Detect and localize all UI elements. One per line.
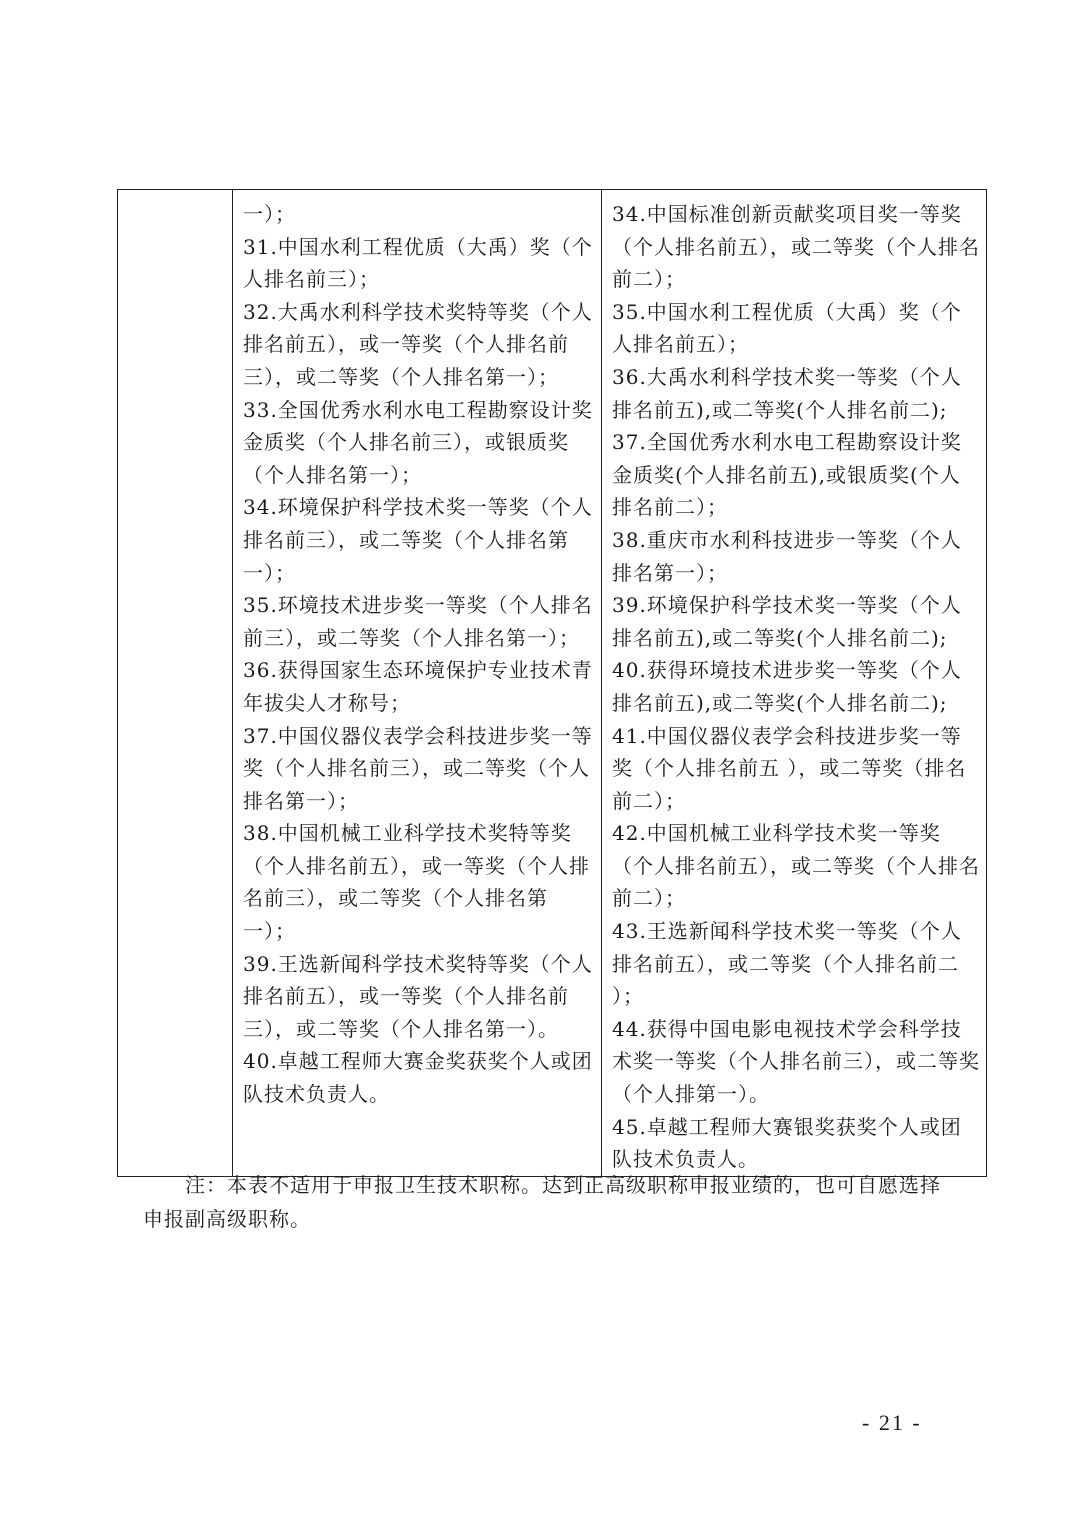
senior-awards-cell <box>233 190 602 1177</box>
table-row <box>118 190 987 1177</box>
associate-awards-cell <box>602 190 987 1177</box>
page-number: - 21 - <box>862 1410 922 1435</box>
senior-awards-list: 一）； 31.中国水利工程优质（大禹）奖（个人排名前三）； 32.大禹水利科学技术奖特等奖（个人排名前五），或一等奖（个人排名前三），或二等奖（个人排名第一）； 33.全国优秀水利水电工程勘察设计奖金质奖（个人排名前三），或银质奖（个人排名第一）； 34.环境保护科学技术奖一等奖（个人排名前三），或二等奖（个人排名第一）； 35.环境技术进步奖一等奖（个人排名前三），或二等奖（个人排名第一）； 36.获得国家生态环境保护专业技术青年拔尖人才称号； 37.中国仪器仪表学会科技进步奖一等奖（个人排名前三），或二等奖（个人排名第一）； 38.中国机械工业科学技术奖特等奖（个人排名前五），或一等奖（个人排名前三），或二等奖（个人排名第一）； 39.王选新闻科学技术奖特等奖（个人排名前五），或一等奖（个人排名前三），或二等奖（个人排名第一）。 40.卓越工程师大赛金奖获奖个人或团队技术负责人。 <box>243 202 593 1107</box>
awards-table <box>117 189 987 1177</box>
table-note: 注：本表不适用于申报卫生技术职称。达到正高级职称申报业绩的，也可自愿选择申报副高级职称。 <box>143 1173 941 1231</box>
empty-category-cell <box>118 190 233 1177</box>
associate-awards-list: 34.中国标准创新贡献奖项目奖一等奖（个人排名前五），或二等奖（个人排名前二）； 35.中国水利工程优质（大禹）奖（个人排名前五）； 36.大禹水利科学技术奖一等奖（个人排名前五),或二等奖(个人排名前二); 37.全国优秀水利水电工程勘察设计奖金质奖(个人排名前五),或银质奖(个人排名前二）； 38.重庆市水利科技进步一等奖（个人排名第一）； 39.环境保护科学技术奖一等奖（个人排名前五),或二等奖(个人排名前二); 40.获得环境技术进步奖一等奖（个人排名前五),或二等奖(个人排名前二); 41.中国仪器仪表学会科技进步奖一等奖（个人排名前五 ），或二等奖（排名前二）； 42.中国机械工业科学技术奖一等奖（个人排名前五），或二等奖（个人排名前二）； 43.王选新闻科学技术奖一等奖（个人排名前五），或二等奖（个人排名前二 ）； 44.获得中国电影电视技术学会科学技术奖一等奖（个人排名前三），或二等奖（个人排第一）。 45.卓越工程师大赛银奖获奖个人或团队技术负责人。 <box>612 202 980 1172</box>
empty-cell-text <box>118 190 232 198</box>
